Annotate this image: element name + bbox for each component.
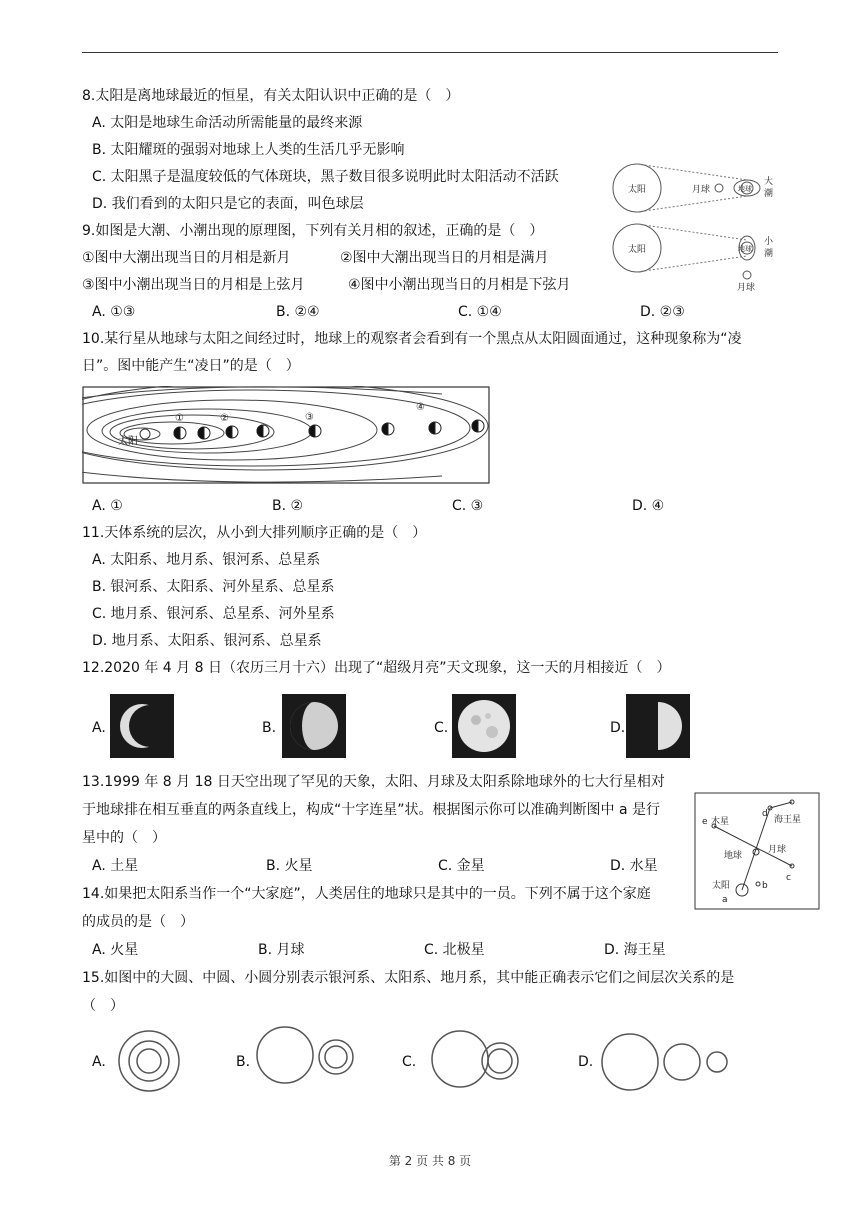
q10-stem-line2: 日”。图中能产生“凌日”的是（ ） bbox=[82, 358, 300, 374]
label-neptune: 海王星 bbox=[774, 815, 802, 825]
header-rule bbox=[82, 52, 778, 53]
q11-option-b[interactable]: B. 银河系、太阳系、河外星系、总星系 bbox=[92, 579, 335, 595]
tide-moon-label: 月球 bbox=[692, 185, 711, 195]
q8-option-a[interactable]: A. 太阳是地球生命活动所需能量的最终来源 bbox=[92, 115, 363, 131]
moon-phase-full-icon bbox=[452, 694, 516, 758]
q13-stem-line1: 13.1999 年 8 月 18 日天空出现了罕见的天象，太阳、月球及太阳系除地球外的七大行星相对 bbox=[82, 774, 665, 790]
q9-statement-2: ②图中大潮出现当日的月相是满月 bbox=[340, 250, 549, 266]
q14-option-c[interactable]: C. 北极星 bbox=[424, 942, 485, 958]
label-jupiter: 木星 bbox=[711, 817, 730, 827]
orbit-mark-3: ③ bbox=[305, 412, 314, 423]
label-c: c bbox=[786, 873, 791, 883]
q8-option-c[interactable]: C. 太阳黑子是温度较低的气体斑块，黑子数目很多说明此时太阳活动不活跃 bbox=[92, 169, 559, 185]
q15-paren: （ ） bbox=[82, 998, 124, 1014]
label-earth: 地球 bbox=[724, 851, 743, 861]
orbit-sun-label: 太阳 bbox=[118, 436, 138, 447]
q9-statement-1: ①图中大潮出现当日的月相是新月 bbox=[82, 250, 291, 266]
q9-option-c[interactable]: C. ①④ bbox=[458, 304, 502, 320]
q10-option-d[interactable]: D. ④ bbox=[632, 498, 665, 514]
q9-statement-3: ③图中小潮出现当日的月相是上弦月 bbox=[82, 277, 305, 293]
q12-option-d[interactable]: D. bbox=[610, 720, 626, 736]
q15-stem: 15.如图中的大圆、中圆、小圆分别表示银河系、太阳系、地月系，其中能正确表示它们之间层次关系的是 bbox=[82, 970, 735, 986]
nested-circles-a-icon bbox=[116, 1028, 182, 1094]
q14-stem-line2: 的成员的是（ ） bbox=[82, 914, 194, 930]
label-sun: 太阳 bbox=[712, 881, 731, 891]
page-footer: 第 2 页 共 8 页 bbox=[388, 1154, 472, 1168]
q14-stem-line1: 14.如果把太阳系当作一个“大家庭”，人类居住的地球只是其中的一员。下列不属于这个家庭 bbox=[82, 886, 651, 902]
q13-option-c[interactable]: C. 金星 bbox=[438, 858, 485, 874]
q12-option-b[interactable]: B. bbox=[262, 720, 277, 736]
neap-tide-label-1: 小 bbox=[764, 237, 774, 247]
q14-option-d[interactable]: D. 海王星 bbox=[604, 942, 666, 958]
q14-option-a[interactable]: A. 火星 bbox=[92, 942, 139, 958]
q13-stem-line2: 于地球排在相互垂直的两条直线上，构成“十字连星”状。根据图示你可以准确判断图中 a 是行 bbox=[82, 802, 660, 818]
spring-tide-label-2: 潮 bbox=[764, 189, 774, 199]
moon-phase-quarter-icon bbox=[626, 694, 690, 758]
q10-option-c[interactable]: C. ③ bbox=[452, 498, 484, 514]
orbit-mark-4: ④ bbox=[416, 402, 425, 413]
q15-option-d[interactable]: D. bbox=[578, 1054, 594, 1070]
moon-phase-gibbous-icon bbox=[282, 694, 346, 758]
neap-tide-label-2: 潮 bbox=[764, 249, 774, 259]
q11-stem: 11.天体系统的层次，从小到大排列顺序正确的是（ ） bbox=[82, 525, 427, 541]
tide-earth-label-1: 地球 bbox=[738, 185, 752, 193]
tide-diagram bbox=[612, 160, 782, 300]
q13-option-d[interactable]: D. 水星 bbox=[610, 858, 658, 874]
tide-earth-label-2: 地球 bbox=[738, 245, 752, 253]
q11-option-a[interactable]: A. 太阳系、地月系、银河系、总星系 bbox=[92, 552, 321, 568]
q13-option-a[interactable]: A. 土星 bbox=[92, 858, 139, 874]
label-d: d bbox=[762, 809, 768, 819]
q8-option-d[interactable]: D. 我们看到的太阳只是它的表面，叫色球层 bbox=[92, 196, 364, 212]
tide-moon-label-2: 月球 bbox=[737, 283, 756, 293]
label-a: a bbox=[722, 895, 728, 905]
label-b: b bbox=[762, 881, 768, 891]
q15-option-c[interactable]: C. bbox=[402, 1054, 417, 1070]
cross-alignment-diagram bbox=[694, 792, 820, 910]
q8-stem: 8.太阳是离地球最近的恒星，有关太阳认识中正确的是（ ） bbox=[82, 88, 460, 104]
tide-sun-label-2: 太阳 bbox=[628, 245, 647, 255]
q10-stem-line1: 10.某行星从地球与太阳之间经过时，地球上的观察者会看到有一个黑点从太阳圆面通过，这种现象称为“凌 bbox=[82, 331, 742, 347]
orbit-mark-2: ② bbox=[220, 413, 229, 424]
q12-option-a[interactable]: A. bbox=[92, 720, 106, 736]
q13-option-b[interactable]: B. 火星 bbox=[266, 858, 313, 874]
q15-option-b[interactable]: B. bbox=[236, 1054, 251, 1070]
tide-sun-label-1: 太阳 bbox=[628, 185, 647, 195]
q14-option-b[interactable]: B. 月球 bbox=[258, 942, 305, 958]
circles-c-icon bbox=[430, 1026, 522, 1092]
moon-phase-crescent-icon bbox=[110, 694, 174, 758]
spring-tide-label-1: 大 bbox=[764, 177, 774, 187]
q10-option-a[interactable]: A. ① bbox=[92, 498, 123, 514]
orbit-mark-1: ① bbox=[175, 413, 184, 424]
q9-statement-4: ④图中小潮出现当日的月相是下弦月 bbox=[348, 277, 571, 293]
q12-stem: 12.2020 年 4 月 8 日（农历三月十六）出现了“超级月亮”天文现象，这一天的月相接近（ ） bbox=[82, 660, 671, 676]
label-e: e bbox=[702, 817, 708, 827]
circles-b-icon bbox=[256, 1024, 356, 1090]
q10-option-b[interactable]: B. ② bbox=[272, 498, 304, 514]
q9-option-b[interactable]: B. ②④ bbox=[276, 304, 320, 320]
q8-option-b[interactable]: B. 太阳耀斑的强弱对地球上人类的生活几乎无影响 bbox=[92, 142, 405, 158]
q11-option-c[interactable]: C. 地月系、银河系、总星系、河外星系 bbox=[92, 606, 335, 622]
q9-option-d[interactable]: D. ②③ bbox=[640, 304, 685, 320]
q12-option-c[interactable]: C. bbox=[434, 720, 449, 736]
q9-stem: 9.如图是大潮、小潮出现的原理图，下列有关月相的叙述，正确的是（ ） bbox=[82, 223, 544, 239]
solar-orbit-diagram bbox=[82, 386, 490, 484]
circles-d-icon bbox=[600, 1030, 732, 1094]
q13-stem-line3: 星中的（ ） bbox=[82, 830, 166, 846]
q11-option-d[interactable]: D. 地月系、太阳系、银河系、总星系 bbox=[92, 633, 322, 649]
q9-option-a[interactable]: A. ①③ bbox=[92, 304, 136, 320]
label-moon: 月球 bbox=[768, 845, 787, 855]
q15-option-a[interactable]: A. bbox=[92, 1054, 106, 1070]
